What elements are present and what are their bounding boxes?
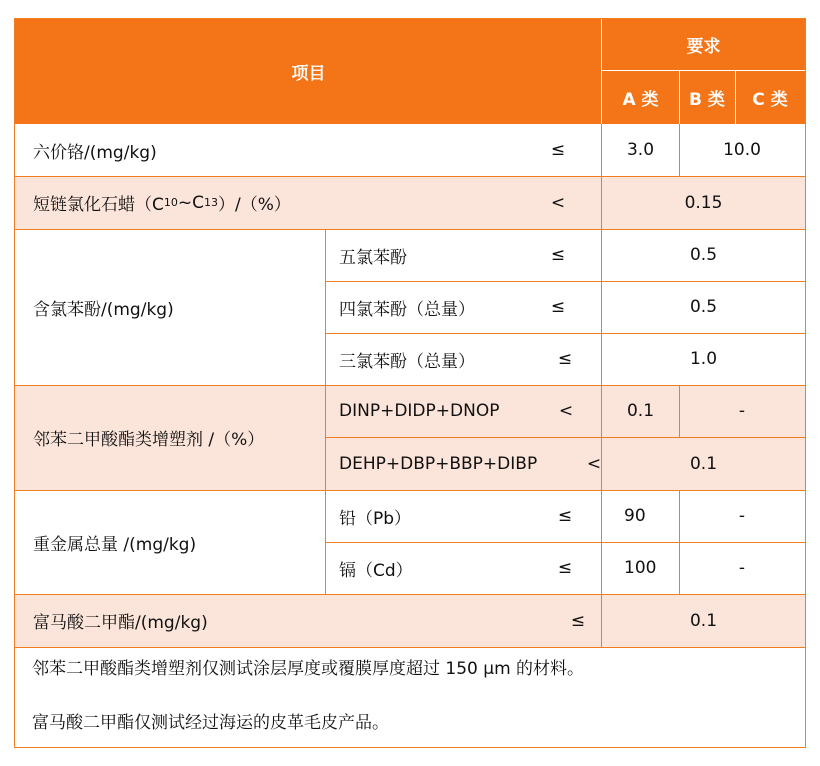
row-sccp-label [15, 176, 602, 229]
row-sccp-sub1: 10 [163, 196, 178, 209]
row-chromium-bc: 10.0 [679, 124, 805, 176]
grid-line [325, 333, 805, 334]
row-phthalate-sym-0: < [558, 401, 574, 421]
header-class-b: B 类 [679, 70, 735, 124]
row-heavymetal-a-0: 90 [602, 490, 679, 542]
grid-line [15, 594, 805, 595]
row-dmf-label: 富马酸二甲酯/(mg/kg) [15, 594, 602, 647]
row-sccp-label-mid: ~C [177, 192, 204, 213]
row-phthalate-item-0: DINP+DIDP+DNOP [325, 385, 602, 437]
row-phthalate-value-1: 0.1 [602, 437, 805, 490]
grid-line [601, 124, 602, 647]
row-chromium-sym: ≤ [550, 140, 566, 160]
row-heavymetal-a-1: 100 [602, 542, 679, 594]
row-sccp-value: 0.15 [602, 176, 805, 229]
header-requirement: 要求 [602, 19, 805, 70]
grid-line [15, 647, 805, 648]
grid-line [679, 385, 680, 437]
row-heavymetal-sym-0: ≤ [557, 506, 573, 526]
row-heavymetal-item-1: 镉（Cd） [325, 542, 602, 594]
header-divider [735, 70, 736, 124]
grid-line [15, 490, 805, 491]
row-chlorophenol-value-1: 0.5 [602, 281, 805, 333]
row-chlorophenol-label: 含氯苯酚/(mg/kg) [15, 229, 325, 385]
row-phthalate-item-1: DEHP+DBP+BBP+DIBP [325, 437, 602, 490]
header-item: 项目 [15, 19, 602, 124]
header-class-a: A 类 [602, 70, 679, 124]
row-chlorophenol-sym-2: ≤ [557, 349, 573, 369]
header-divider [679, 70, 680, 124]
header-class-c: C 类 [735, 70, 805, 124]
grid-line [325, 437, 805, 438]
row-phthalate-bc-0: - [679, 385, 805, 437]
row-chlorophenol-sym-1: ≤ [550, 297, 566, 317]
row-chromium-label: 六价铬/(mg/kg) [15, 124, 602, 176]
row-phthalate-sym-1: < [586, 453, 602, 474]
row-phthalate-label: 邻苯二甲酸酯类增塑剂 /（%） [15, 385, 325, 490]
grid-line [679, 124, 680, 176]
row-chlorophenol-item-0: 五氯苯酚 [325, 229, 602, 281]
row-sccp-sym: < [550, 192, 566, 213]
row-phthalate-a-0: 0.1 [602, 385, 679, 437]
grid-line [15, 385, 805, 386]
grid-line [15, 176, 805, 177]
row-heavymetal-sym-1: ≤ [557, 558, 573, 578]
row-heavymetal-bc-0: - [679, 490, 805, 542]
row-chlorophenol-item-2: 三氯苯酚（总量） [325, 333, 602, 385]
grid-line [325, 229, 326, 594]
grid-line [15, 229, 805, 230]
header-divider [601, 19, 602, 124]
row-heavymetal-label: 重金属总量 /(mg/kg) [15, 490, 325, 594]
row-heavymetal-item-0: 铅（Pb） [325, 490, 602, 542]
grid-line [679, 490, 680, 594]
note-dmf: 富马酸二甲酯仅测试经过海运的皮革毛皮产品。 [32, 713, 389, 733]
row-chlorophenol-value-0: 0.5 [602, 229, 805, 281]
row-heavymetal-bc-1: - [679, 542, 805, 594]
note-phthalate: 邻苯二甲酸酯类增塑剂仅测试涂层厚度或覆膜厚度超过 150 μm 的材料。 [32, 659, 585, 679]
row-chlorophenol-sym-0: ≤ [550, 245, 566, 265]
header-divider [602, 70, 805, 71]
row-dmf-sym: ≤ [570, 610, 586, 631]
row-dmf-value: 0.1 [602, 594, 805, 647]
row-sccp-label-post: ）/（%） [218, 195, 291, 215]
grid-line [325, 542, 805, 543]
row-chromium-a: 3.0 [602, 124, 679, 176]
grid-line [325, 281, 805, 282]
row-chlorophenol-value-2: 1.0 [602, 333, 805, 385]
row-sccp-sub2: 13 [204, 196, 218, 209]
row-chlorophenol-item-1: 四氯苯酚（总量） [325, 281, 602, 333]
row-sccp-label-pre: 短链氯化石蜡（C [33, 195, 164, 215]
